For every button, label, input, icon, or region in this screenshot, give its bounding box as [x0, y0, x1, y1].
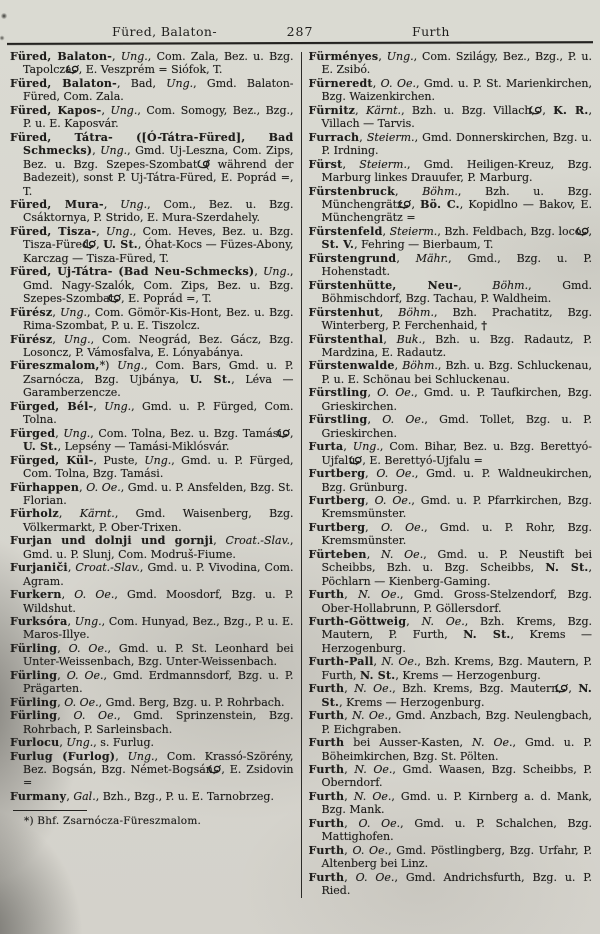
entry: Fürstenhütte, Neu-, Böhm., Gmd. Böhmischdorf, Bzg. Tachau, P. Waldheim.: [308, 278, 592, 306]
entry: Fürész, Ung., Com. Neográd, Bez. Gácz, Bzg. Losoncz, P. Vámosfalva, E. Lónyabánya.: [10, 332, 294, 359]
columns: [0, 44, 600, 898]
header-left-keyword: Füred, Balaton-: [112, 24, 217, 39]
entry: Füred, Tisza-, Ung., Com. Heves, Bez. u. Bzg. Tisza-Füred, , U. St., Óhat-Kocs — Füzes-Abony, Karczag — Tisza-Füred, T.: [10, 224, 294, 265]
entry: Füred, Balaton-, Ung., Com. Zala, Bez. u. Bzg. Tapolcza, , E. Veszprém = Siófok, T.: [10, 50, 294, 77]
entry: Fürged, Bél-, Ung., Gmd. u. P. Fürged, Com. Tolna.: [10, 399, 294, 427]
footnote-rule: [13, 810, 87, 811]
entry: Fürnitz, Kärnt., Bzh. u. Bzg. Villach, , K. R., Villach — Tarvis.: [308, 103, 592, 131]
entry: Furkern, O. Oe., Gmd. Moosdorf, Bzg. u. P. Wildshut.: [10, 588, 294, 615]
entry: Furtberg, O. Oe., Gmd. u. P. Rohr, Bzg. Kremsmünster.: [308, 520, 592, 548]
entry: Fürményes, Ung., Com. Szilágy, Bez., Bzg., P. u. E. Zsibó.: [308, 50, 592, 77]
entry: Furth-Pall, N. Oe., Bzh. Krems, Bzg. Mautern, P. Furth, N. St., Krems — Herzogenburg.: [308, 655, 592, 682]
entry: Furlug (Furlog), Ung., Com. Krassó-Szörény, Bez. Bogsán, Bzg. Német-Bogsán, , E. Zsidovin =: [10, 749, 294, 790]
entry: Fürstenhut, Böhm., Bzh. Prachatitz, Bzg. Winterberg, P. Ferchenhaid, †: [308, 305, 592, 333]
entry: Füred, Mura-, Ung., Com., Bez. u. Bzg. Csáktornya, P. Strido, E. Mura-Szerdahely.: [10, 197, 294, 225]
page-header: [0, 0, 600, 42]
entries-left: [10, 50, 294, 803]
entry: Füreszmalom,*) Ung., Com. Bars, Gmd. u. P. Zsarnócza, Bzg. Ujbánya, U. St., Léva — Garamberzencze.: [10, 359, 294, 400]
cross-icon: †: [481, 319, 488, 333]
entry: Furth, O. Oe., Gmd. Andrichsfurth, Bzg. u. P. Ried.: [308, 870, 592, 898]
entry: Furmany, Gal., Bzh., Bzg., P. u. E. Tarnobrzeg.: [10, 789, 274, 803]
entry: Fürged, Ung., Com. Tolna, Bez. u. Bzg. Tamási, , U. St., Lepsény — Tamási-Miklósvár.: [10, 426, 294, 454]
header-right-keyword: Furth: [412, 24, 450, 39]
entry: Furth bei Ausser-Kasten, N. Oe., Gmd. u. P. Böheimkirchen, Bzg. St. Pölten.: [308, 736, 592, 763]
entry: Furth, N. Oe., Gmd. u. P. Kirnberg a. d. Mank, Bzg. Mank.: [308, 789, 592, 817]
entry: Furtberg, O. Oe., Gmd. u. P. Waldneukirchen, Bzg. Grünburg.: [308, 467, 592, 494]
entry: Fürged, Kül-, Puste, Ung., Gmd. u. P. Fürged, Com. Tolna, Bzg. Tamási.: [10, 453, 294, 481]
entry: Furksóra, Ung., Com. Hunyad, Bez., Bzg., P. u. E. Maros-Illye.: [10, 615, 294, 642]
entry: Furjaniči, Croat.-Slav., Gmd. u. P. Vivodina, Com. Agram.: [10, 561, 294, 588]
entry: Furjan und dolnji und gornji, Croat.-Slav., Gmd. u. P. Slunj, Com. Modruš-Fiume.: [10, 534, 294, 561]
page-number: 287: [286, 24, 314, 39]
entry: Füred, Kapos-, Ung., Com. Somogy, Bez., Bzg., P. u. E. Kaposvár.: [10, 103, 294, 131]
entry: Fürstenbruck, Böhm., Bzh. u. Bzg. Münchengrätz, , Bö. C., Kopidlno — Bakov, E. Münchengrätz =: [308, 184, 593, 225]
entry: Fürstenthal, Buk., Bzh. u. Bzg. Radautz, P. Mardzina, E. Radautz.: [308, 332, 592, 359]
entry: Furth-Göttweig, N. Oe., Bzh. Krems, Bzg. Mautern, P. Furth, N. St., Krems — Herzogenburg.: [308, 615, 592, 655]
entry: Fürling, O. Oe., Gmd. Berg, Bzg. u. P. Rohrbach.: [10, 695, 285, 709]
entries-right: [309, 50, 593, 898]
entry: Furth, O. Oe., Gmd. u. P. Schalchen, Bzg. Mattighofen.: [308, 816, 592, 844]
entry: Fürteben, N. Oe., Gmd. u. P. Neustift bei Scheibbs, Bzh. u. Bzg. Scheibbs, N. St., Pöchlarn — Kienberg-Gaming.: [308, 547, 592, 588]
entry: Furth, N. Oe., Bzh. Krems, Bzg. Mautern, , N. St., Krems — Herzogenburg.: [308, 682, 592, 709]
entry: Fürneredt, O. Oe., Gmd. u. P. St. Marienkirchen, Bzg. Waizenkirchen.: [308, 76, 592, 104]
entry: Furth, N. Oe., Gmd. Anzbach, Bzg. Neulengbach, P. Eichgraben.: [308, 709, 592, 736]
entry: Furth, O. Oe., Gmd. Pöstlingberg, Bzg. Urfahr, P. Altenberg bei Linz.: [308, 843, 592, 871]
entry: Furrach, Steierm., Gmd. Donnerskirchen, Bzg. u. P. Irdning.: [308, 130, 592, 158]
entry: Fürstenwalde, Böhm., Bzh. u. Bzg. Schluckenau, P. u. E. Schönau bei Schluckenau.: [308, 359, 592, 386]
entry: Füred, Balaton-, Bad, Ung., Gmd. Balaton-Füred, Com. Zala.: [10, 76, 294, 104]
entry: Furth, N. Oe., Gmd. Waasen, Bzg. Scheibbs, P. Oberndorf.: [308, 763, 592, 790]
entry: Fürling, O. Oe., Gmd. Sprinzenstein, Bzg. Rohrbach, P. Sarleinsbach.: [10, 709, 294, 736]
column-left: [10, 50, 294, 898]
entry: Fürész, Ung., Com. Gömör-Kis-Hont, Bez. u. Bzg. Rima-Szombat, P. u. E. Tiszolcz.: [10, 305, 294, 333]
entry: Fürling, O. Oe., Gmd. u. P. St. Leonhard bei Unter-Weissenbach, Bzg. Unter-Weissenbach.: [10, 641, 294, 669]
entry: Fürst, Steierm., Gmd. Heiligen-Kreuz, Bzg. Marburg linkes Drauufer, P. Marburg.: [308, 157, 593, 185]
entry: Fürholz, Kärnt., Gmd. Waisenberg, Bzg. Völkermarkt, P. Ober-Trixen.: [10, 507, 294, 534]
column-divider: [301, 52, 302, 898]
entry: Fürling, O. Oe., Gmd. Erdmannsdorf, Bzg. u. P. Prägarten.: [10, 668, 294, 696]
footnote: *) Bhf. Zsarnócza-Füreszmalom.: [24, 815, 202, 828]
entry: Furlocu, Ung., s. Furlug.: [10, 736, 155, 750]
entry: Füred, Uj-Tátra- (Bad Neu-Schmecks), Ung., Gmd. Nagy-Szalók, Com. Zips, Bez. u. Bzg. Szepes-Szombat, , E. Poprád =, T.: [10, 265, 294, 306]
column-right: [309, 50, 593, 898]
entry: Furta, Ung., Com. Bihar, Bez. u. Bzg. Berettyó-Ujfalu, , E. Berettyó-Ujfalu =: [308, 440, 592, 467]
entry: Fürstengrund, Mähr., Gmd., Bzg. u. P. Hohenstadt.: [308, 251, 592, 279]
entry: Fürstling, O. Oe., Gmd. Tollet, Bzg. u. P. Grieskirchen.: [308, 413, 592, 440]
entry: Fürhappen, O. Oe., Gmd. u. P. Ansfelden, Bzg. St. Florian.: [10, 480, 294, 507]
entry: Fürstling, O. Oe., Gmd. u. P. Taufkirchen, Bzg. Grieskirchen.: [308, 386, 592, 413]
entry: Furth, N. Oe., Gmd. Gross-Stelzendorf, Bzg. Ober-Hollabrunn, P. Göllersdorf.: [308, 588, 592, 615]
entry: Füred, Tátra- ([Ó-Tátra-Füred], Bad Schmecks), Ung., Gmd. Uj-Leszna, Com. Zips, Bez. u. Bzg. Szepes-Szombat ( während der Badezeit), sonst P. Uj-Tátra-Füred, E. Poprád =, T.: [10, 130, 294, 198]
entry: Fürstenfeld, Steierm., Bzh. Feldbach, Bzg. loco, , St. V., Fehring — Bierbaum, T.: [308, 224, 592, 252]
entry: Furtberg, O. Oe., Gmd. u. P. Pfarrkirchen, Bzg. Kremsmünster.: [308, 493, 592, 521]
